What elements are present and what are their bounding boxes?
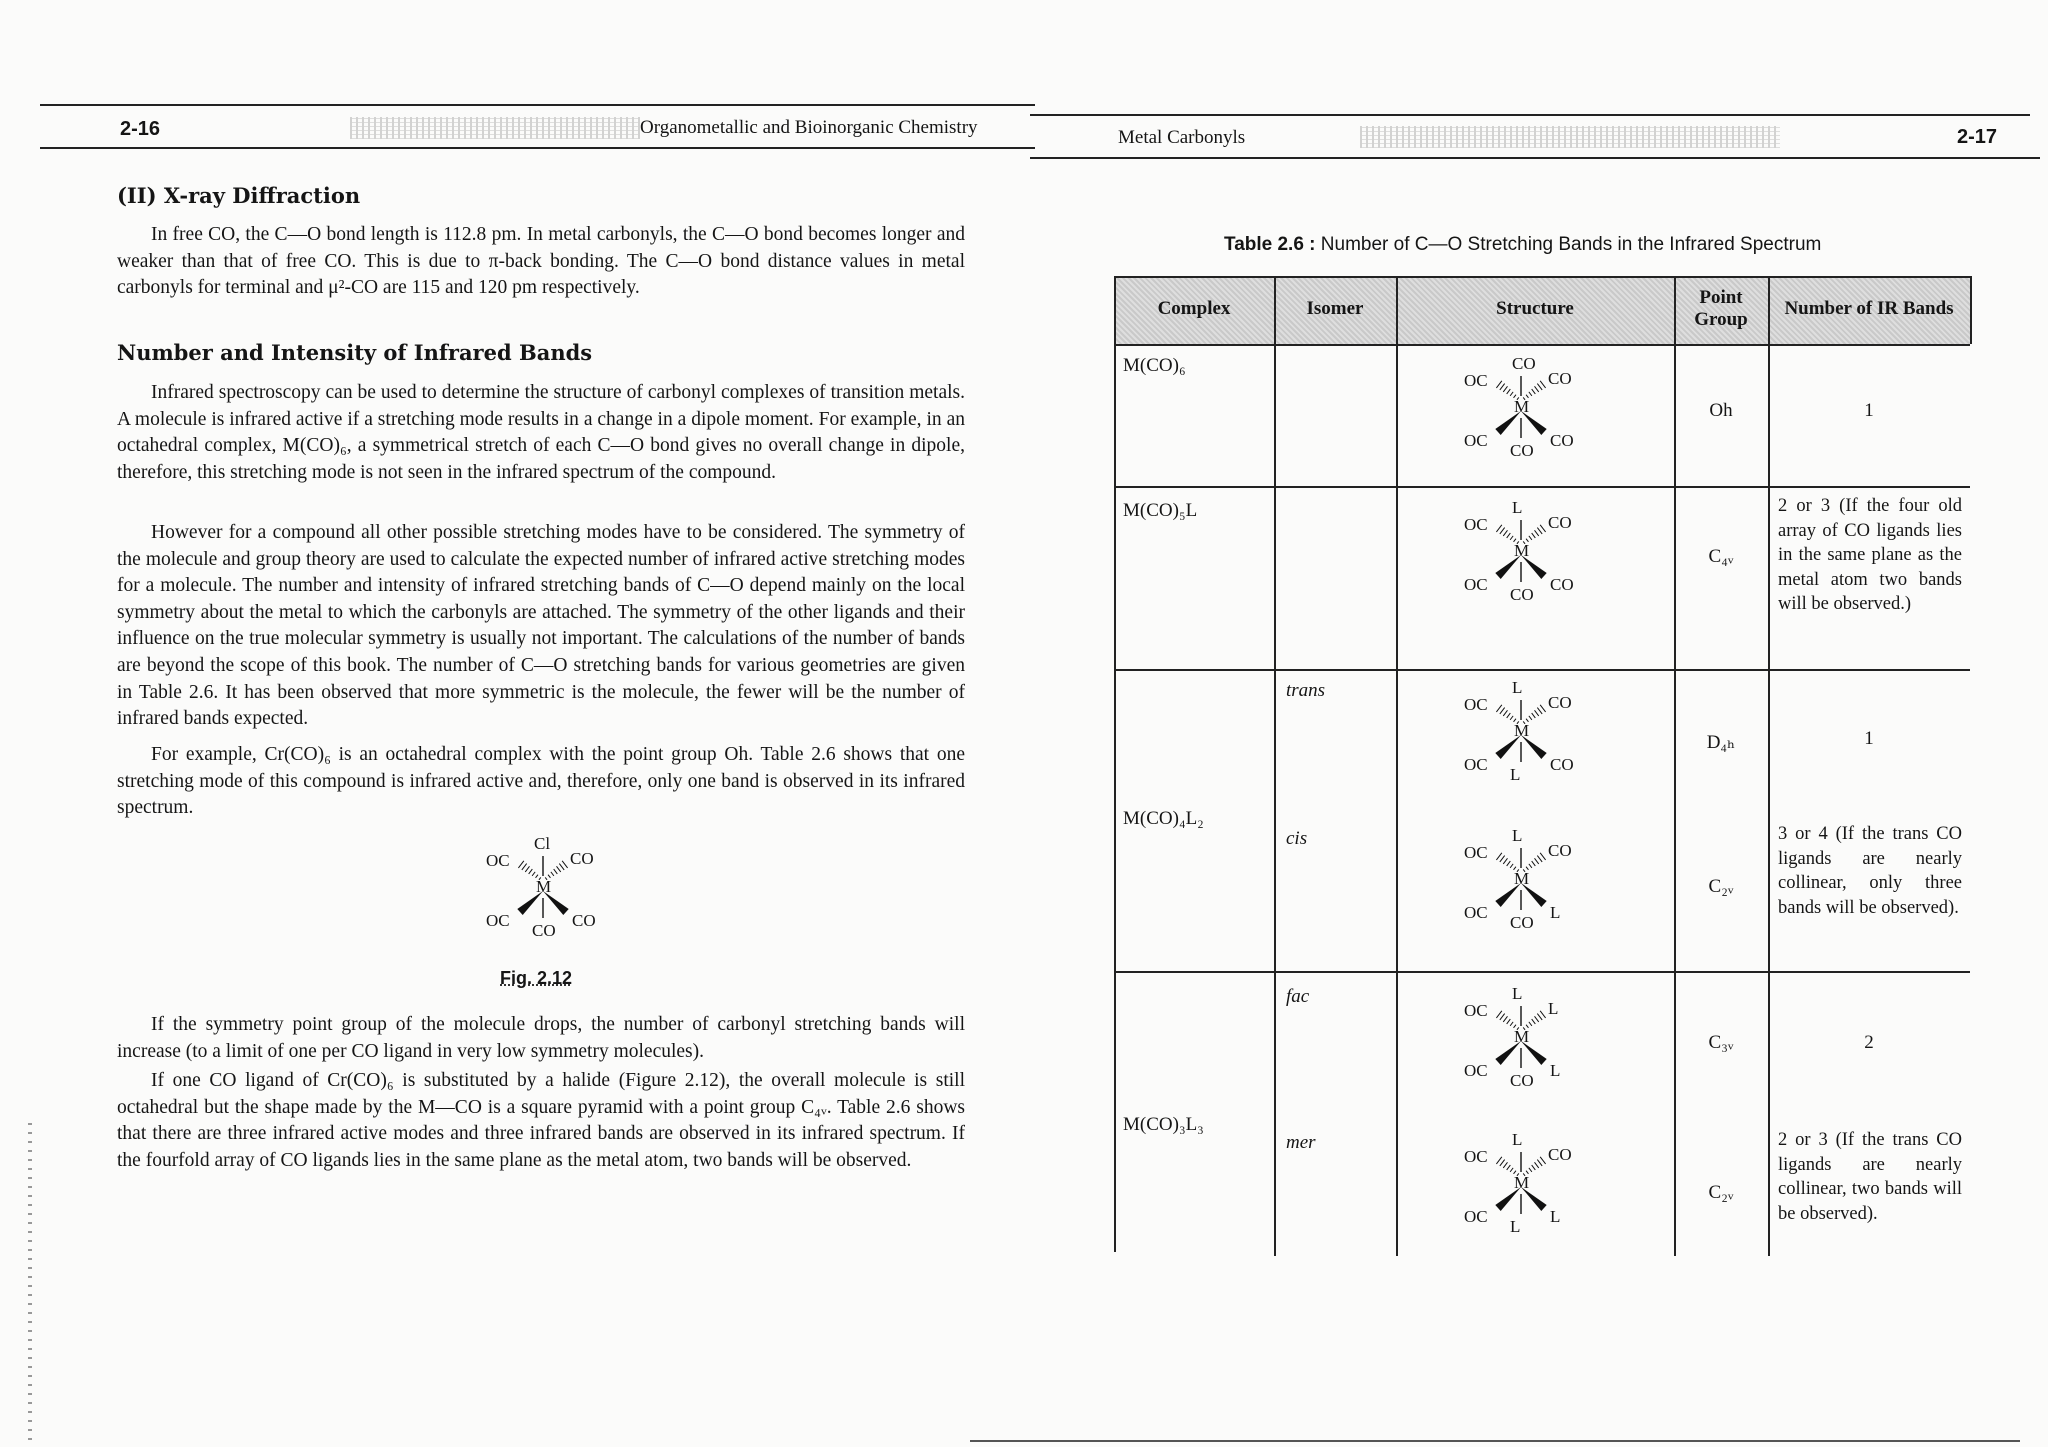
table-caption: Number of C—O Stretching Bands in the Infrared Spectrum [1320,234,1822,255]
ligand-lower-right-label: L [1550,1061,1561,1080]
cell-complex: M(CO)₃L₃ [1123,1114,1204,1135]
metal-center-label: M [1514,397,1530,416]
row-divider [1114,486,1970,488]
header-scan-noise-right [1360,126,1780,148]
ligand-upper-right-label: CO [1548,841,1572,860]
cell-point-group: C₂ᵥ [1708,1182,1734,1203]
ligand-lower-right-label: L [1550,1207,1561,1226]
ligand-upper-left-label: OC [1464,695,1488,714]
bottom-scan-edge [970,1440,2020,1442]
cell-complex: M(CO)₄L₂ [1123,808,1204,829]
ligand-lower-right-label: CO [1550,575,1574,594]
cell-isomer: cis [1286,828,1308,849]
header-rule-bottom [40,147,1035,149]
ligand-upper-right-label: CO [570,849,594,868]
ligand-bottom-label: CO [1510,441,1534,460]
structure-fac [1456,982,1586,1092]
fig-2-12-structure [478,832,608,942]
cell-ir-bands-note: 2 or 3 (If the trans CO ligands are nearly collinear, two bands will be observed). [1778,1130,1962,1224]
ligand-lower-left-label: OC [1464,1207,1488,1226]
row-divider [1114,971,1970,973]
table-col-divider [1674,276,1676,1256]
header-structure: Structure [1496,298,1574,319]
structure-mer [1456,1128,1586,1238]
ligand-upper-left-label: OC [1464,371,1488,390]
ligand-top-label: L [1512,678,1523,697]
ir-bands-table [1114,276,1970,1256]
ir-paragraph-2: However for a compound all other possible stretching modes have to be considered. The symmetry of the molecule and group theory are used to calculate the expected number of infrared active stretching modes for a molecule. The number and intensity of infrared stretching bands of C—O depend mainly on the local symmetry about the metal to which the carbonyls are attached. The symmetry of the other ligands and their influence on the true molecular symmetry is usually not important. The calculations of the number of bands are beyond the scope of this book. The number of C—O stretching bands for various geometries are given in Table 2.6. It has been observed that more symmetric is the molecule, the fewer will be the number of infrared bands expected. [117,522,965,730]
metal-center-label: M [1514,721,1530,740]
ligand-lower-right-label: CO [1550,755,1574,774]
ir-heading: Number and Intensity of Infrared Bands [117,340,593,365]
structure-mco5l [1456,496,1586,606]
fig-2-12-caption: Fig. 2.12 [500,968,573,988]
ligand-lower-left-label: OC [1464,1061,1488,1080]
ligand-bottom-label: L [1510,1217,1521,1236]
ir-paragraph-1: Infrared spectroscopy can be used to determine the structure of carbonyl complexes of transition metals. A molecule is infrared active if a stretching mode results in a change in a dipole moment. For example, in an octahedral complex, M(CO)₆, a symmetrical stretch of each C—O bond gives no overall change in dipole, therefore, this stretching mode is not seen in the infrared spectrum of the compound. [117,382,965,483]
ligand-upper-right-label: CO [1548,693,1572,712]
ligand-bottom-label: L [1510,765,1521,784]
cell-point-group: C₄ᵥ [1708,546,1734,567]
header-complex: Complex [1157,298,1231,319]
ligand-upper-left-label: OC [1464,1147,1488,1166]
cell-point-group: D₄ₕ [1706,732,1736,753]
ligand-bottom-label: CO [1510,1071,1534,1090]
cell-ir-bands: 2 [1864,1032,1874,1053]
cell-isomer: trans [1286,680,1326,701]
cell-ir-bands-note: 3 or 4 (If the trans CO ligands are nearly collinear, only three bands will be observed). [1778,824,1962,918]
ligand-upper-left-label: OC [1464,1001,1488,1020]
right-running-title: Metal Carbonyls [1118,127,1246,148]
cell-complex: M(CO)₅L [1123,500,1198,521]
ligand-upper-right-label: L [1548,999,1559,1018]
header-rule-bottom-right [1030,157,2040,159]
cell-isomer: fac [1286,986,1310,1007]
cell-point-group: Oh [1709,400,1733,421]
row-divider [1114,669,1970,671]
ligand-top-label: L [1512,1130,1523,1149]
header-rule-top [40,104,1035,106]
ligand-lower-right-label: CO [1550,431,1574,450]
ligand-lower-left-label: OC [1464,903,1488,922]
ligand-top-label: L [1512,984,1523,1003]
cell-point-group: C₃ᵥ [1708,1032,1734,1053]
ligand-upper-right-label: CO [1548,1145,1572,1164]
metal-center-label: M [1514,541,1530,560]
left-page-number: 2-16 [120,118,161,140]
metal-center-label: M [1514,1027,1530,1046]
table-col-divider [1274,276,1276,1256]
structure-trans [1456,676,1586,786]
ligand-bottom-label: CO [532,921,556,940]
ligand-lower-right-label: CO [572,911,596,930]
cell-point-group: C₂ᵥ [1708,876,1734,897]
metal-center-label: M [1514,869,1530,888]
table-col-divider [1768,276,1770,1256]
cell-ir-bands: 1 [1864,728,1874,749]
ligand-lower-left-label: OC [1464,431,1488,450]
table-title [1224,234,1821,256]
xray-heading: (II) X-ray Diffraction [117,183,361,208]
ligand-lower-left-label: OC [486,911,510,930]
xray-paragraph: In free CO, the C—O bond length is 112.8 pm. In metal carbonyls, the C—O bond becomes longer and weaker than that of free CO. This is due to π-back bonding. The C—O bond distance values in metal carbonyls for terminal and μ²-CO are 115 and 120 pm respectively. [117,224,965,299]
ligand-upper-left-label: OC [1464,843,1488,862]
header-point-group: Point Group [1694,287,1748,330]
ligand-lower-left-label: OC [1464,755,1488,774]
ligand-upper-left-label: OC [486,851,510,870]
right-page-number: 2-17 [1957,126,1998,148]
cell-isomer: mer [1286,1132,1316,1153]
ligand-bottom-label: CO [1510,585,1534,604]
header-isomer: Isomer [1306,298,1364,319]
ir-paragraph-3: For example, Cr(CO)₆ is an octahedral complex with the point group Oh. Table 2.6 shows that one stretching mode of this compound is infrared active and, therefore, only one band is observed in its infrared spectrum. [117,744,965,819]
scan-margin-dots [28,1120,32,1440]
structure-mco6 [1456,352,1586,462]
metal-center-label: M [536,877,552,896]
ir-paragraph-5: If one CO ligand of Cr(CO)₆ is substituted by a halide (Figure 2.12), the overall molecule is still octahedral but the shape made by the M—CO is a square pyramid with a point group C₄ᵥ. Table 2.6 shows that there are three infrared active modes and three infrared bands are observed in its infrared spectrum. If the fourfold array of CO ligands lies in the same plane as the metal atom, two bands will be observed. [117,1070,965,1171]
header-ir-bands: Number of IR Bands [1784,298,1954,319]
cell-complex: M(CO)₆ [1123,355,1186,376]
cell-ir-bands-note: 2 or 3 (If the four old array of CO ligands lies in the same plane as the metal atom two bands will be observed.) [1778,496,1962,615]
ligand-lower-right-label: L [1550,903,1561,922]
table-border-left [1114,276,1116,1252]
ligand-top-label: Cl [534,834,551,853]
table-col-divider [1396,276,1398,1256]
metal-center-label: M [1514,1173,1530,1192]
table-border-right [1970,276,1972,344]
table-label: Table 2.6 : [1224,234,1316,255]
right-page [1030,0,2048,1447]
ligand-upper-right-label: CO [1548,513,1572,532]
header-scan-noise [350,117,640,139]
ligand-top-label: L [1512,498,1523,517]
left-running-title: Organometallic and Bioinorganic Chemistry [640,117,978,138]
ligand-upper-left-label: OC [1464,515,1488,534]
cell-ir-bands: 1 [1864,400,1874,421]
header-rule-top-right [1030,114,2030,116]
ligand-upper-right-label: CO [1548,369,1572,388]
ligand-lower-left-label: OC [1464,575,1488,594]
ligand-top-label: CO [1512,354,1536,373]
structure-cis [1456,824,1586,934]
ligand-top-label: L [1512,826,1523,845]
ligand-bottom-label: CO [1510,913,1534,932]
ir-paragraph-4: If the symmetry point group of the molecule drops, the number of carbonyl stretching bands will increase (to a limit of one per CO ligand in very low symmetry molecules). [117,1014,965,1062]
